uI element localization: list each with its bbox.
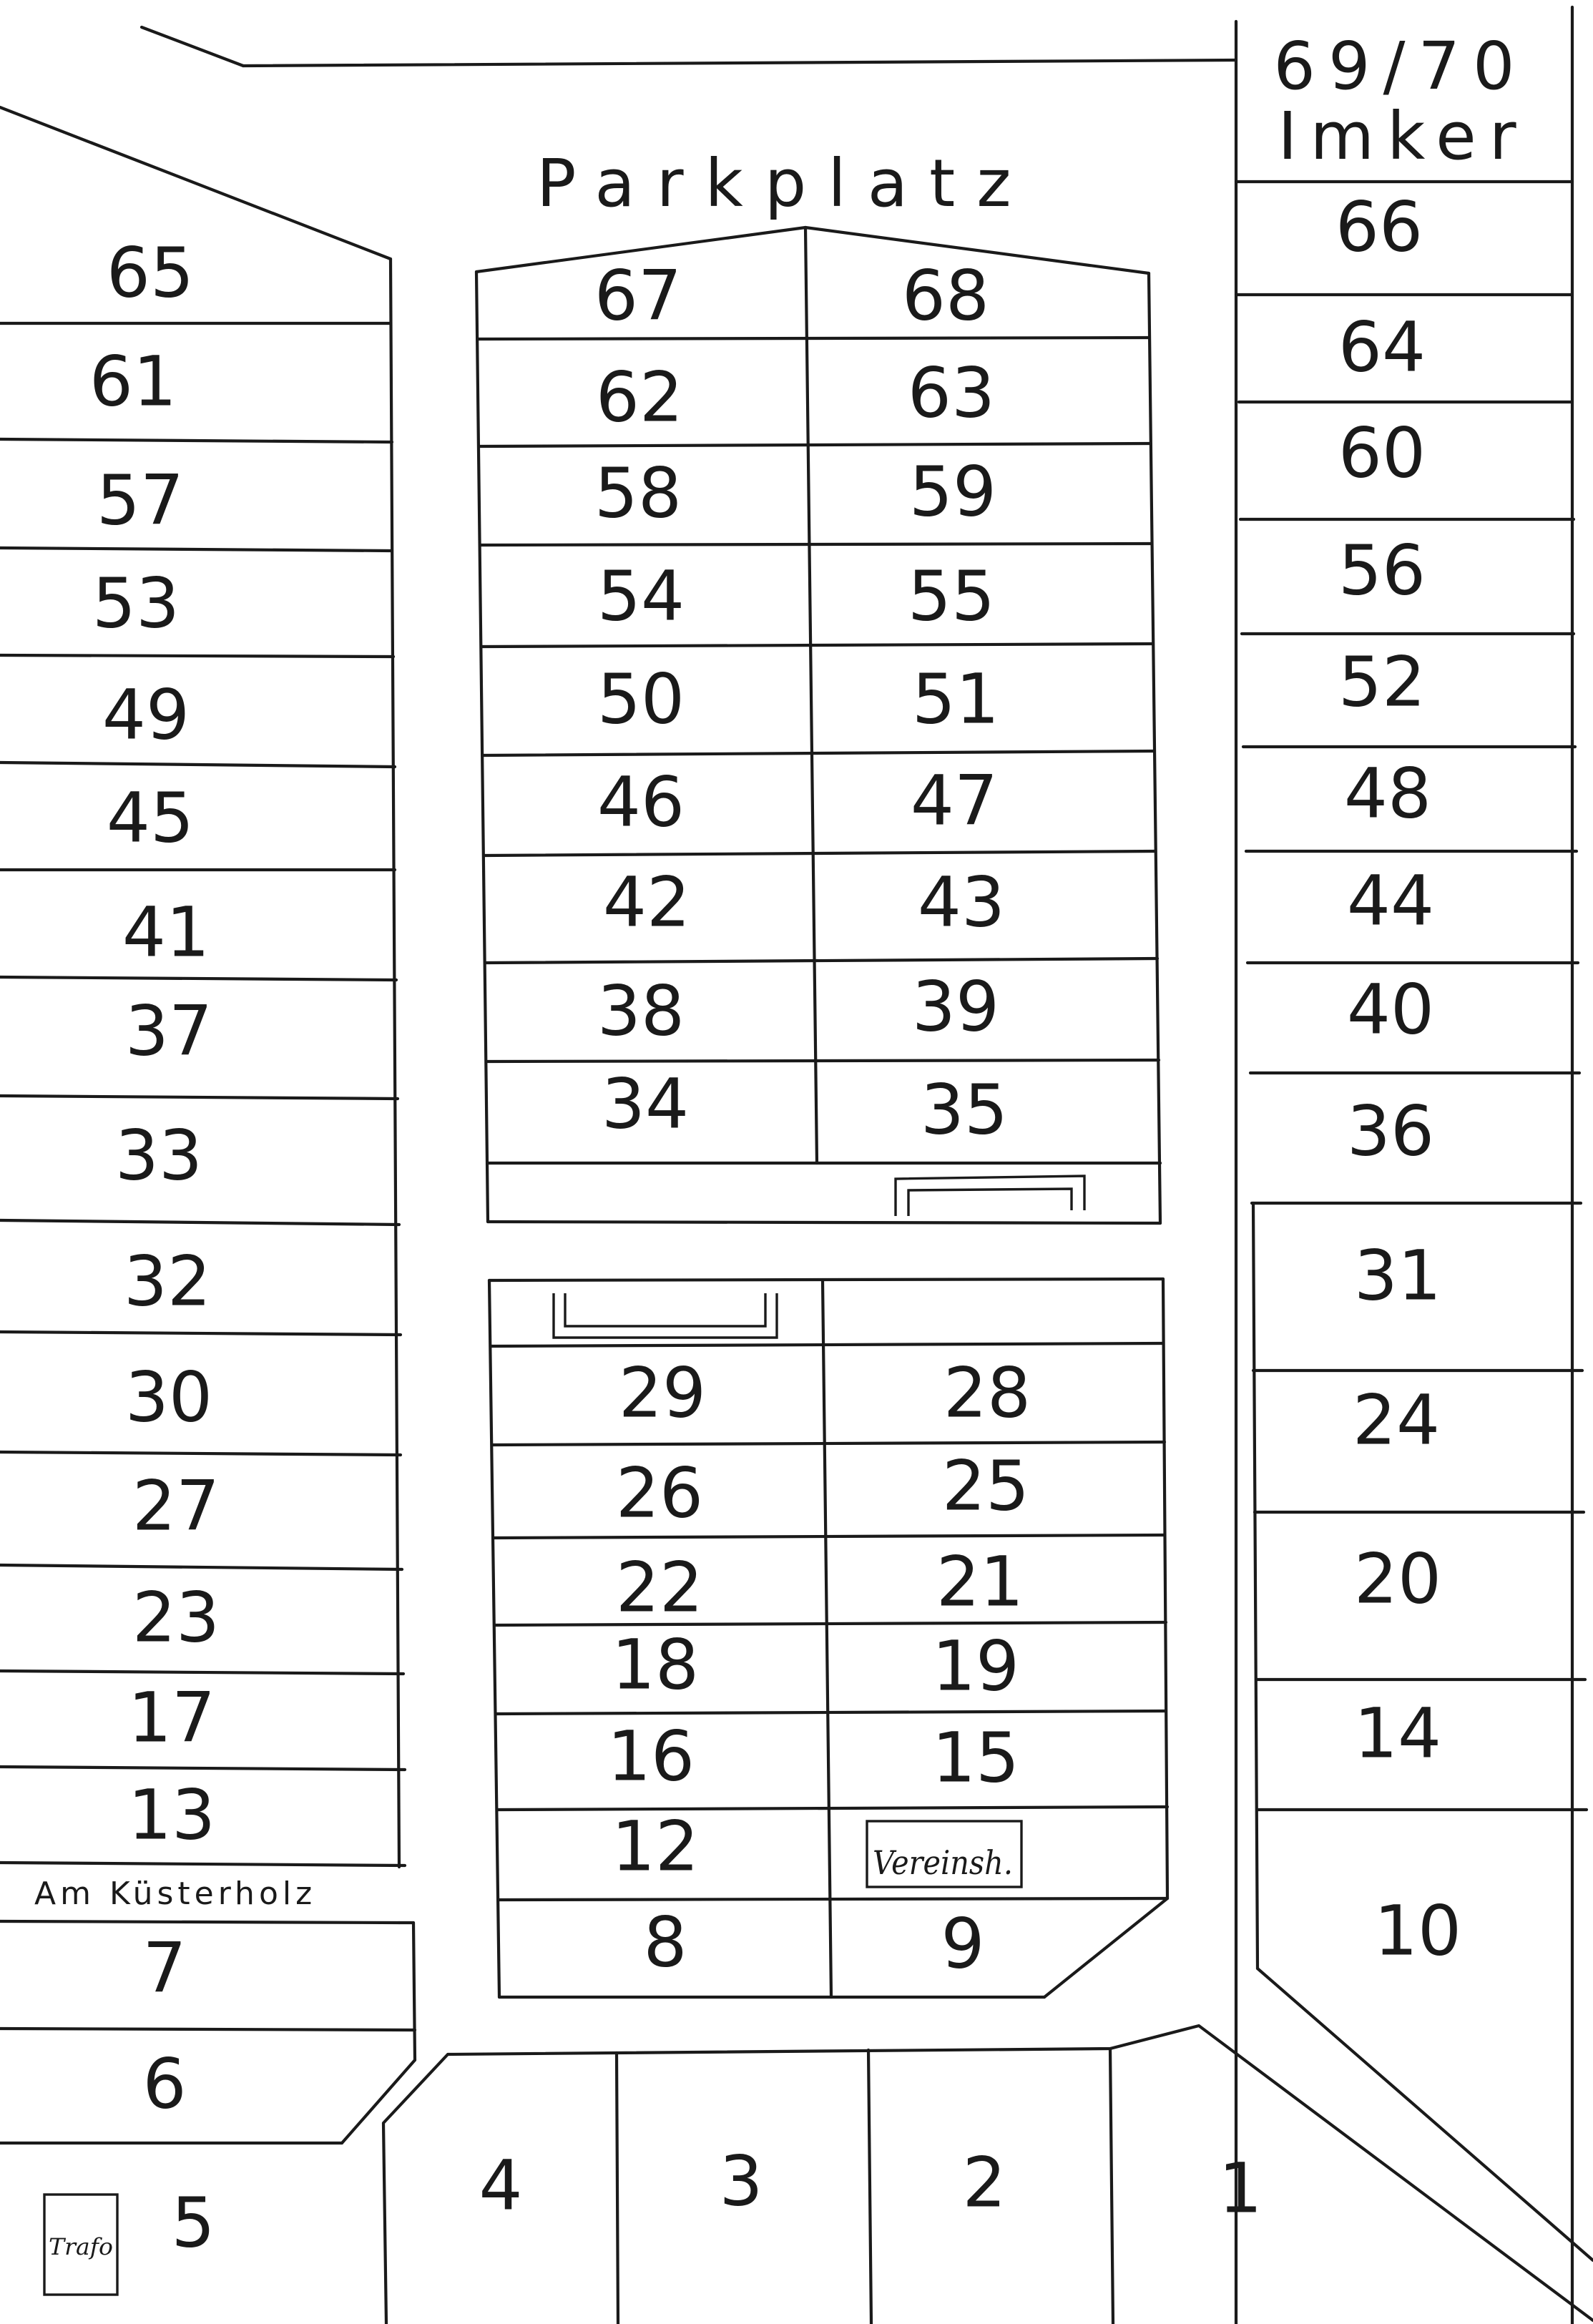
plot-number: 13 — [127, 1775, 216, 1855]
plot-number: 64 — [1338, 307, 1426, 388]
plot-number: 21 — [936, 1541, 1024, 1622]
plot-number: 52 — [1338, 642, 1426, 722]
plot-number: 54 — [597, 556, 685, 637]
plot-number: 41 — [122, 892, 210, 973]
plot-number: 65 — [106, 232, 195, 313]
plot-number: 28 — [943, 1353, 1031, 1433]
plot-number: 44 — [1346, 861, 1435, 941]
plot-number: 56 — [1338, 530, 1426, 611]
plot-number: 60 — [1338, 413, 1426, 494]
plot-number: 5 — [171, 2182, 215, 2263]
plot-number: 53 — [92, 563, 180, 644]
plot-number: 50 — [597, 659, 685, 740]
plot-number: 55 — [907, 556, 996, 637]
plot-number: 39 — [911, 966, 1000, 1047]
plot-number: 40 — [1346, 969, 1435, 1050]
plot-number: 35 — [920, 1069, 1009, 1150]
plot-number: 43 — [917, 862, 1006, 943]
plot-number: 68 — [901, 255, 990, 336]
transformer-label: Trafo — [49, 2233, 113, 2260]
plot-number: 6 — [142, 2044, 187, 2124]
south-plot-block — [489, 1279, 1167, 1997]
plot-number: 37 — [124, 991, 213, 1072]
plot-number: 20 — [1353, 1539, 1442, 1619]
parking-label: Parkplatz — [536, 145, 1033, 222]
plot-number: 33 — [114, 1115, 203, 1196]
plot-number: 22 — [615, 1547, 704, 1628]
plot-number: 30 — [124, 1357, 213, 1438]
plot-number: 8 — [643, 1902, 687, 1983]
plot-number: 29 — [618, 1353, 707, 1433]
plot-number: 12 — [611, 1806, 700, 1887]
plot-number: 17 — [127, 1677, 216, 1758]
plot-number: 34 — [601, 1064, 690, 1144]
plot-number: 47 — [910, 760, 999, 841]
plot-number: 25 — [941, 1446, 1030, 1526]
plot-number: 23 — [132, 1577, 220, 1658]
plot-number: 3 — [719, 2141, 763, 2222]
plot-number: 32 — [123, 1241, 212, 1322]
plot-number: 2 — [962, 2142, 1006, 2223]
plot-number: 46 — [597, 762, 685, 843]
plot-number: 45 — [106, 778, 195, 858]
street-label: Am Küsterholz — [34, 1876, 317, 1912]
plot-number: 10 — [1373, 1891, 1462, 1971]
plot-number: 7 — [142, 1928, 187, 2009]
plot-number: 15 — [931, 1717, 1020, 1798]
beekeeper-label: Imker — [1278, 98, 1529, 175]
plot-number: 67 — [594, 255, 682, 336]
plot-number: 4 — [479, 2145, 523, 2226]
plot-number: 1 — [1218, 2148, 1263, 2229]
bottom-plot-row — [44, 2026, 1593, 2324]
plot-number: 27 — [132, 1466, 220, 1546]
plot-number: 58 — [594, 453, 682, 534]
plot-number: 38 — [597, 971, 685, 1051]
clubhouse-label: Vereinsh. — [873, 1843, 1013, 1882]
plot-number: 19 — [931, 1626, 1020, 1707]
plot-number: 63 — [907, 353, 996, 433]
north-plot-block — [476, 227, 1160, 1223]
plot-number: 31 — [1353, 1235, 1442, 1316]
plot-number: 36 — [1346, 1091, 1435, 1172]
plot-number: 42 — [602, 862, 691, 943]
plot-number: 18 — [611, 1624, 700, 1705]
plot-number: 62 — [595, 357, 684, 438]
plot-number: 16 — [607, 1716, 695, 1797]
plot-number: 9 — [941, 1903, 985, 1984]
plot-number: 61 — [89, 341, 177, 422]
plot-number: 59 — [908, 451, 997, 532]
plot-number: 66 — [1335, 187, 1423, 268]
plot-number: 51 — [911, 659, 1000, 740]
plot-number: 49 — [102, 675, 190, 755]
plot-number: 26 — [615, 1453, 704, 1534]
plot-number: 57 — [96, 460, 185, 541]
plot-number: 24 — [1352, 1380, 1441, 1461]
plot-number: 14 — [1353, 1693, 1442, 1774]
beekeeper-plot-number: 69/70 — [1273, 28, 1528, 104]
plot-number: 48 — [1343, 753, 1432, 834]
